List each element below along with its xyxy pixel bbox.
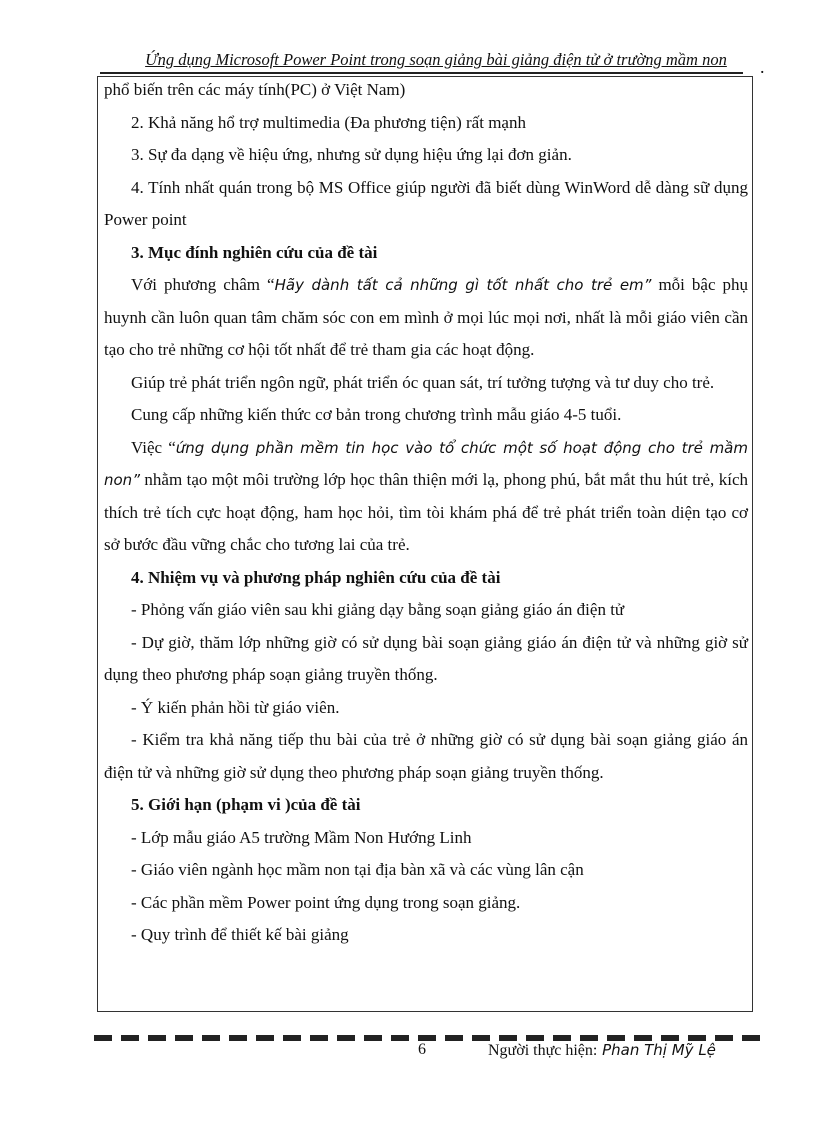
section-heading-5: 5. Giới hạn (phạm vi )của đề tài — [131, 795, 361, 814]
quote-text: ứng dụng phần mềm tin học vào tổ chức một số hoạt động cho trẻ mầm non” — [104, 438, 748, 489]
paragraph — [104, 432, 748, 562]
quote-text: Hãy dành tất cả những gì tốt nhất cho trẻ em” — [274, 276, 652, 294]
section-heading-3: 3. Mục đính nghiên cứu của đề tài — [131, 242, 378, 262]
paragraph: - Phỏng vấn giáo viên sau khi giảng dạy bằng soạn giảng giáo án điện tử — [131, 600, 625, 619]
paragraph: Cung cấp những kiến thức cơ bản trong chương trình mẫu giáo 4-5 tuổi. — [131, 405, 622, 424]
paragraph: - Lớp mẫu giáo A5 trường Mầm Non Hướng Linh — [131, 827, 472, 847]
paragraph: Giúp trẻ phát triển ngôn ngữ, phát triển óc quan sát, trí tưởng tượng và tư duy cho trẻ. — [131, 372, 715, 392]
header-dot: . — [760, 57, 765, 77]
author-name: Phan Thị Mỹ Lệ — [597, 1041, 716, 1059]
paragraph: 3. Sự đa dạng về hiệu ứng, nhưng sử dụng hiệu ứng lại đơn giản. — [131, 145, 572, 164]
page-header — [100, 50, 765, 77]
footer-author — [488, 1041, 716, 1060]
page-number: 6 — [418, 1041, 426, 1058]
paragraph — [104, 269, 748, 367]
paragraph: - Kiểm tra khả năng tiếp thu bài của trẻ ở những giờ có sử dụng bài soạn giảng giáo án điện tử và những giờ sử dụng theo phương pháp soạn giảng truyền thống. — [104, 730, 748, 782]
paragraph: phổ biến trên các máy tính(PC) ở Việt Nam) — [104, 80, 406, 99]
paragraph: - Giáo viên ngành học mầm non tại địa bàn xã và các vùng lân cận — [131, 860, 584, 879]
text: mỗi bậc phụ huynh cần luôn quan tâm chăm sóc con em mình ở mọi lúc mọi nơi, nhất là mỗi giáo viên cần tạo cho trẻ những cơ hội tốt nhất để trẻ tham gia các hoạt động. — [104, 275, 749, 359]
text: nhằm tạo một môi trường lớp học thân thiện mới lạ, phong phú, bắt mắt thu hút trẻ, kích thích trẻ tích cực hoạt động, ham học hỏi, tìm tòi khám phá để trẻ phát triển toàn diện tạo cơ sở bước đầu vững chắc cho tương lai của trẻ. — [104, 470, 748, 554]
paragraph: - Các phần mềm Power point ứng dụng trong soạn giảng. — [131, 892, 521, 912]
header-title: Ứng dụng Microsoft Power Point trong soạn giảng bài giảng điện tử ở trường mầm non — [145, 50, 727, 69]
paragraph: 2. Khả năng hổ trợ multimedia (Đa phương tiện) rất mạnh — [131, 112, 526, 132]
text: Với phương châm “ — [131, 275, 275, 294]
author-label: Người thực hiện: — [488, 1042, 598, 1059]
document-body — [104, 74, 748, 952]
paragraph: - Dự giờ, thăm lớp những giờ có sử dụng bài soạn giảng giáo án điện tử và những giờ sử dụng theo phương pháp soạn giảng truyền thống. — [104, 632, 748, 684]
paragraph: - Quy trình để thiết kế bài giảng — [131, 925, 349, 944]
section-heading-4: 4. Nhiệm vụ và phương pháp nghiên cứu của đề tài — [131, 567, 501, 587]
paragraph: 4. Tính nhất quán trong bộ MS Office giúp người đã biết dùng WinWord dễ dàng sữ dụng Power point — [104, 177, 748, 229]
paragraph: - Ý kiến phản hồi từ giáo viên. — [131, 697, 340, 717]
text: Việc “ — [131, 437, 176, 457]
